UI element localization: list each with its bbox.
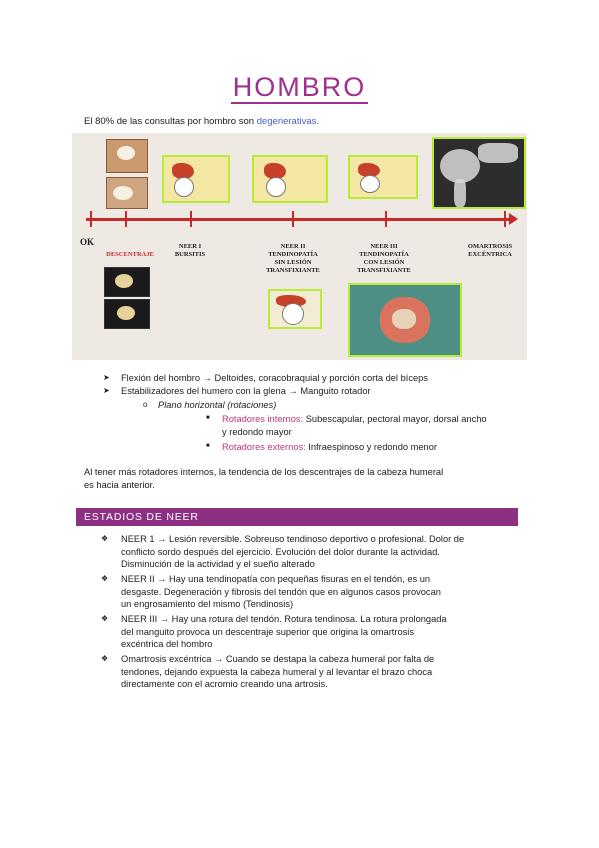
surgery-photo xyxy=(348,283,462,357)
diamond-bullet-icon: ❖ xyxy=(101,654,109,663)
timeline-tick xyxy=(292,211,294,227)
descentraje-label: DESCENTRAJE xyxy=(106,251,154,258)
timeline-axis xyxy=(86,218,511,221)
section-heading-band xyxy=(76,508,518,526)
rotadores-externos: Rotadores externos: Infraespinoso y redondo menor xyxy=(222,442,437,452)
diamond-bullet-icon: ❖ xyxy=(101,574,109,583)
section-heading: ESTADIOS DE NEER xyxy=(84,511,199,523)
intro-text: El 80% de las consultas por hombro son degenerativas. xyxy=(84,116,320,127)
neer-2-item: NEER II → Hay una tendinopatía con pequeñas fisuras en el tendón, es un desgaste. Degeneración y fibrosis del tendón que en algunos casos provocan un engrosamiento del mismo (Tendinosis) xyxy=(121,574,441,609)
rotadores-internos: Rotadores internos: Subescapular, pectoral mayor, dorsal ancho xyxy=(222,414,487,424)
timeline-arrow xyxy=(509,213,518,225)
xray-image xyxy=(432,137,526,209)
timeline-tick xyxy=(385,211,387,227)
neer-3-illustration xyxy=(348,155,418,199)
ok-label: OK xyxy=(80,237,95,247)
omartrosis-item: Omartrosis excéntrica → Cuando se destapa la cabeza humeral por falta de tendones, dejando expuesta la cabeza humeral y al levantar el brazo choca directamente con el acromio creando una artrosis. xyxy=(121,654,435,689)
diamond-bullet-icon: ❖ xyxy=(101,614,109,623)
rotadores-internos-cont: y redondo mayor xyxy=(222,427,292,437)
square-bullet-icon: ■ xyxy=(206,443,210,449)
omartrosis-label: OMARTROSIS EXCÉNTRICA xyxy=(467,243,513,258)
bullet-estabilizadores: Estabilizadores del humero con la glena → Manguito rotador xyxy=(121,386,371,396)
neer-2-label: NEER II TENDINOPATÍA SIN LESIÓN TRANSFIXIANTE xyxy=(266,243,320,274)
square-bullet-icon: ■ xyxy=(206,415,210,421)
timeline-tick xyxy=(504,211,506,227)
shoulder-photo-1 xyxy=(106,139,148,173)
sub-plano-horizontal: Plano horizontal (rotaciones) xyxy=(158,400,277,410)
circle-bullet-icon: o xyxy=(143,400,148,409)
neer-2-lower-illustration xyxy=(268,289,322,329)
diamond-bullet-icon: ❖ xyxy=(101,534,109,543)
timeline-tick xyxy=(190,211,192,227)
intro-highlight: degenerativas. xyxy=(256,116,320,127)
neer-stages-figure xyxy=(72,133,527,360)
neer-1-illustration xyxy=(162,155,230,203)
paragraph-tendencia: Al tener más rotadores internos, la tendencia de los descentrajes de la cabeza humeral es hacia anterior. xyxy=(84,467,444,490)
shoulder-photo-2 xyxy=(106,177,148,209)
neer-1-label: NEER I BURSITIS xyxy=(174,243,206,258)
xray-descentraje-2 xyxy=(104,299,150,329)
xray-descentraje-1 xyxy=(104,267,150,297)
timeline-tick xyxy=(90,211,92,227)
arrow-bullet-icon: ➤ xyxy=(103,386,110,395)
neer-2-illustration xyxy=(252,155,328,203)
timeline-tick xyxy=(125,211,127,227)
page-title: HOMBRO xyxy=(232,72,367,102)
bullet-flexion: Flexión del hombro → Deltoides, coracobraquial y porción corta del bíceps xyxy=(121,373,428,383)
neer-1-item: NEER 1 → Lesión reversible. Sobreuso tendinoso deportivo o profesional. Dolor de conflicto sordo después del ejercicio. Evolución del dolor durante la actividad. Disminución de la actividad y el sueño alterado xyxy=(121,534,465,569)
neer-3-label: NEER III TENDINOPATÍA CON LESIÓN TRANSFIXIANTE xyxy=(357,243,411,274)
neer-3-item: NEER III → Hay una rotura del tendón. Rotura tendinosa. La rotura prolongada del manguito provoca un descentraje superior que origina la omartrosis excéntrica del hombro xyxy=(121,614,447,649)
arrow-bullet-icon: ➤ xyxy=(103,373,110,382)
